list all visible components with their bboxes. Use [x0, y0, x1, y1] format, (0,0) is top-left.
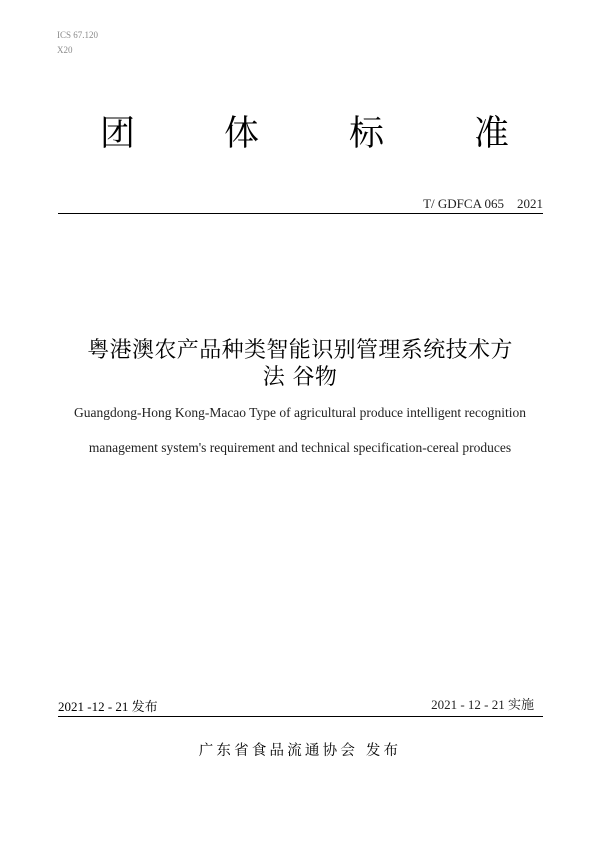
english-title-line-2: management system's requirement and technical specification-cereal produces [88, 440, 512, 455]
english-title-line-1: Guangdong-Hong Kong-Macao Type of agricultural produce intelligent recognition [73, 405, 527, 420]
chinese-title-line-2: 法 谷物 [262, 365, 338, 390]
document-type-heading [0, 112, 600, 156]
implementation-date: 2021 - 12 - 21 实施 [431, 697, 534, 712]
heading-char-2: 体 [224, 114, 260, 154]
ccs-code: X20 [57, 45, 73, 55]
heading-char-3: 标 [349, 114, 385, 154]
publisher: 广东省食品流通协会 发布 [198, 743, 402, 759]
standard-number: T/ GDFCA 065 2021 [423, 196, 543, 211]
release-date: 2021 -12 - 21 发布 [58, 699, 158, 714]
top-divider [58, 213, 543, 214]
heading-char-1: 团 [100, 114, 136, 154]
bottom-divider [58, 716, 543, 717]
chinese-title-line-1: 粤港澳农产品种类智能识别管理系统技术方 [87, 338, 513, 363]
heading-char-4: 准 [474, 114, 510, 154]
ics-code: ICS 67.120 [57, 30, 99, 40]
classification-codes [57, 28, 98, 58]
